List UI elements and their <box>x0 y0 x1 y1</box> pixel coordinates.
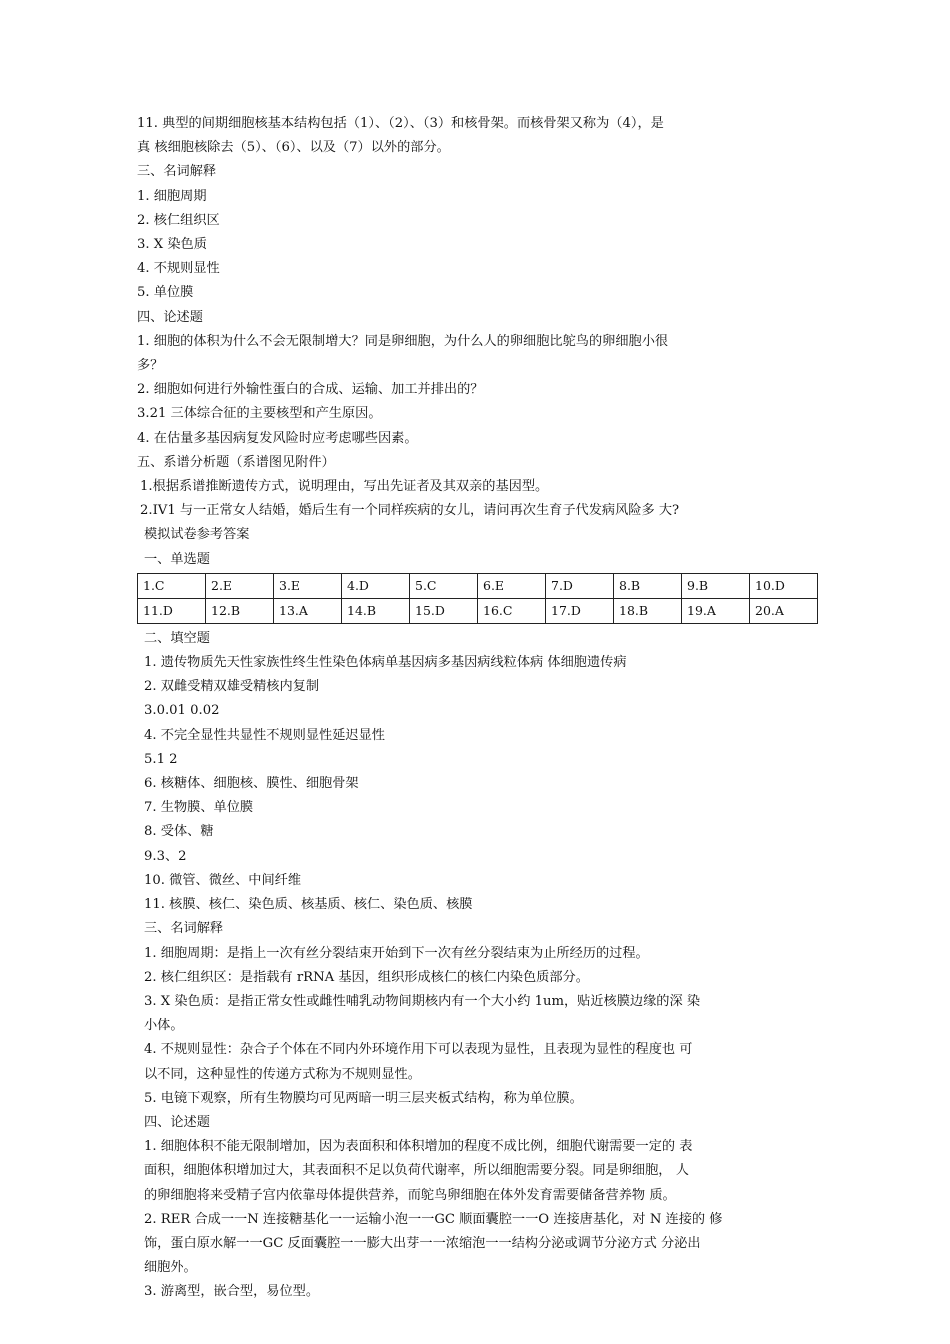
table-cell: 11.D <box>138 598 206 623</box>
text-line: 2.IV1 与一正常女人结婚，婚后生有一个同样疾病的女儿，请问再次生育子代发病风险多 大? <box>140 503 680 519</box>
text-line: 1. 遗传物质先天性家族性终生性染色体病单基因病多基因病线粒体病 体细胞遗传病 <box>144 655 627 671</box>
table-cell: 3.E <box>274 573 342 598</box>
table-cell: 9.B <box>682 573 750 598</box>
text-line: 8. 受体、糖 <box>144 824 214 840</box>
text-line: 11. 典型的间期细胞核基本结构包括（1）、（2）、（3）和核骨架。而核骨架又称为（4），是 <box>137 116 664 131</box>
text-line: 面积，细胞体积增加过大，其表面积不足以负荷代谢率，所以细胞需要分裂。同是卵细胞， 人 <box>144 1163 689 1179</box>
text-line: 10. 微管、微丝、中间纤维 <box>144 872 302 888</box>
text-line: 4. 不完全显性共显性不规则显性延迟显性 <box>144 727 385 743</box>
section-heading: 四、论述题 <box>144 1114 210 1130</box>
document-page <box>137 112 827 1305</box>
text-line: 3. X 染色质：是指正常女性或雌性哺乳动物间期核内有一个大小约 1um，贴近核膜边缘的深 染 <box>144 993 701 1009</box>
text-line: 3. 游离型，嵌合型，易位型。 <box>144 1284 320 1300</box>
text-line: 1. 细胞周期 <box>137 188 207 204</box>
table-cell: 8.B <box>614 573 682 598</box>
table-cell: 15.D <box>410 598 478 623</box>
section-heading: 四、论述题 <box>137 309 203 325</box>
text-line: 5. 单位膜 <box>137 285 194 301</box>
table-row <box>138 573 818 598</box>
table-cell: 18.B <box>614 598 682 623</box>
table-cell: 14.B <box>342 598 410 623</box>
text-line: 2. 双雌受精双雄受精核内复制 <box>144 679 320 695</box>
table-cell: 4.D <box>342 573 410 598</box>
section-heading: 三、名词解释 <box>144 921 224 937</box>
table-row <box>138 598 818 623</box>
text-line: 5. 电镜下观察，所有生物膜均可见两暗一明三层夹板式结构，称为单位膜。 <box>144 1090 583 1106</box>
text-line: 4. 不规则显性：杂合子个体在不同内外环境作用下可以表现为显性，且表现为显性的程度也 可 <box>144 1042 693 1058</box>
text-line: 9.3、2 <box>144 848 187 864</box>
text-line: 2. 核仁组织区 <box>137 212 220 228</box>
text-line: 6. 核糖体、细胞核、膜性、细胞骨架 <box>144 776 359 792</box>
text-line: 真 核细胞核除去（5）、（6）、以及（7）以外的部分。 <box>137 140 450 156</box>
table-cell: 5.C <box>410 573 478 598</box>
text-line: 多？ <box>137 358 164 374</box>
table-cell: 12.B <box>206 598 274 623</box>
text-line: 的卵细胞将来受精子宫内依靠母体提供营养，而鸵鸟卵细胞在体外发育需要储备营养物 质。 <box>144 1187 676 1203</box>
question-block <box>137 112 827 572</box>
text-line: 1. 细胞周期：是指上一次有丝分裂结束开始到下一次有丝分裂结束为止所经历的过程。 <box>144 945 649 961</box>
text-line: 饰，蛋白原水解一一GC 反面囊腔一一膨大出芽一一浓缩泡一一结构分泌或调节分泌方式 分泌出 <box>144 1235 701 1251</box>
answers-title: 模拟试卷参考答案 <box>144 527 250 543</box>
text-line: 3. X 染色质 <box>137 237 207 253</box>
text-line: 细胞外。 <box>144 1260 197 1276</box>
text-line: 2. RER 合成一一N 连接糖基化一一运输小泡一一GC 顺面囊腔一一O 连接唐基化，对 N 连接的 修 <box>144 1211 723 1227</box>
table-cell: 2.E <box>206 573 274 598</box>
text-line: 4. 不规则显性 <box>137 261 220 277</box>
text-line: 3.0.01 0.02 <box>144 703 220 719</box>
table-cell: 16.C <box>478 598 546 623</box>
text-line: 1. 细胞的体积为什么不会无限制增大？同是卵细胞，为什么人的卵细胞比鸵鸟的卵细胞小很 <box>137 333 669 349</box>
text-line: 2. 核仁组织区：是指载有 rRNA 基因，组织形成核仁的核仁内染色质部分。 <box>144 969 589 985</box>
table-cell: 6.E <box>478 573 546 598</box>
table-cell: 13.A <box>274 598 342 623</box>
table-cell: 1.C <box>138 573 206 598</box>
section-heading: 五、系谱分析题（系谱图见附件） <box>137 454 335 470</box>
table-cell: 17.D <box>546 598 614 623</box>
section-heading: 二、填空题 <box>144 630 210 646</box>
text-line: 7. 生物膜、单位膜 <box>144 800 254 816</box>
text-line: 以不同，这种显性的传递方式称为不规则显性。 <box>144 1066 421 1082</box>
table-cell: 10.D <box>750 573 818 598</box>
table-cell: 20.A <box>750 598 818 623</box>
answer-block <box>137 627 827 1305</box>
answer-table <box>137 573 818 624</box>
table-cell: 19.A <box>682 598 750 623</box>
text-line: 3.21 三体综合征的主要核型和产生原因。 <box>137 406 382 422</box>
text-line: 4. 在估量多基因病复发风险时应考虑哪些因素。 <box>137 430 418 446</box>
table-cell: 7.D <box>546 573 614 598</box>
text-line: 1. 细胞体积不能无限制增加，因为表面积和体积增加的程度不成比例，细胞代谢需要一定的 表 <box>144 1139 693 1155</box>
text-line: 5.1 2 <box>144 751 178 767</box>
text-line: 小体。 <box>144 1018 184 1034</box>
text-line: 1.根据系谱推断遗传方式，说明理由，写出先证者及其双亲的基因型。 <box>140 479 549 495</box>
section-heading: 一、单选题 <box>144 551 210 567</box>
section-heading: 三、名词解释 <box>137 164 217 180</box>
text-line: 11. 核膜、核仁、染色质、核基质、核仁、染色质、核膜 <box>144 897 473 913</box>
text-line: 2. 细胞如何进行外输性蛋白的合成、运输、加工并排出的？ <box>137 382 484 398</box>
